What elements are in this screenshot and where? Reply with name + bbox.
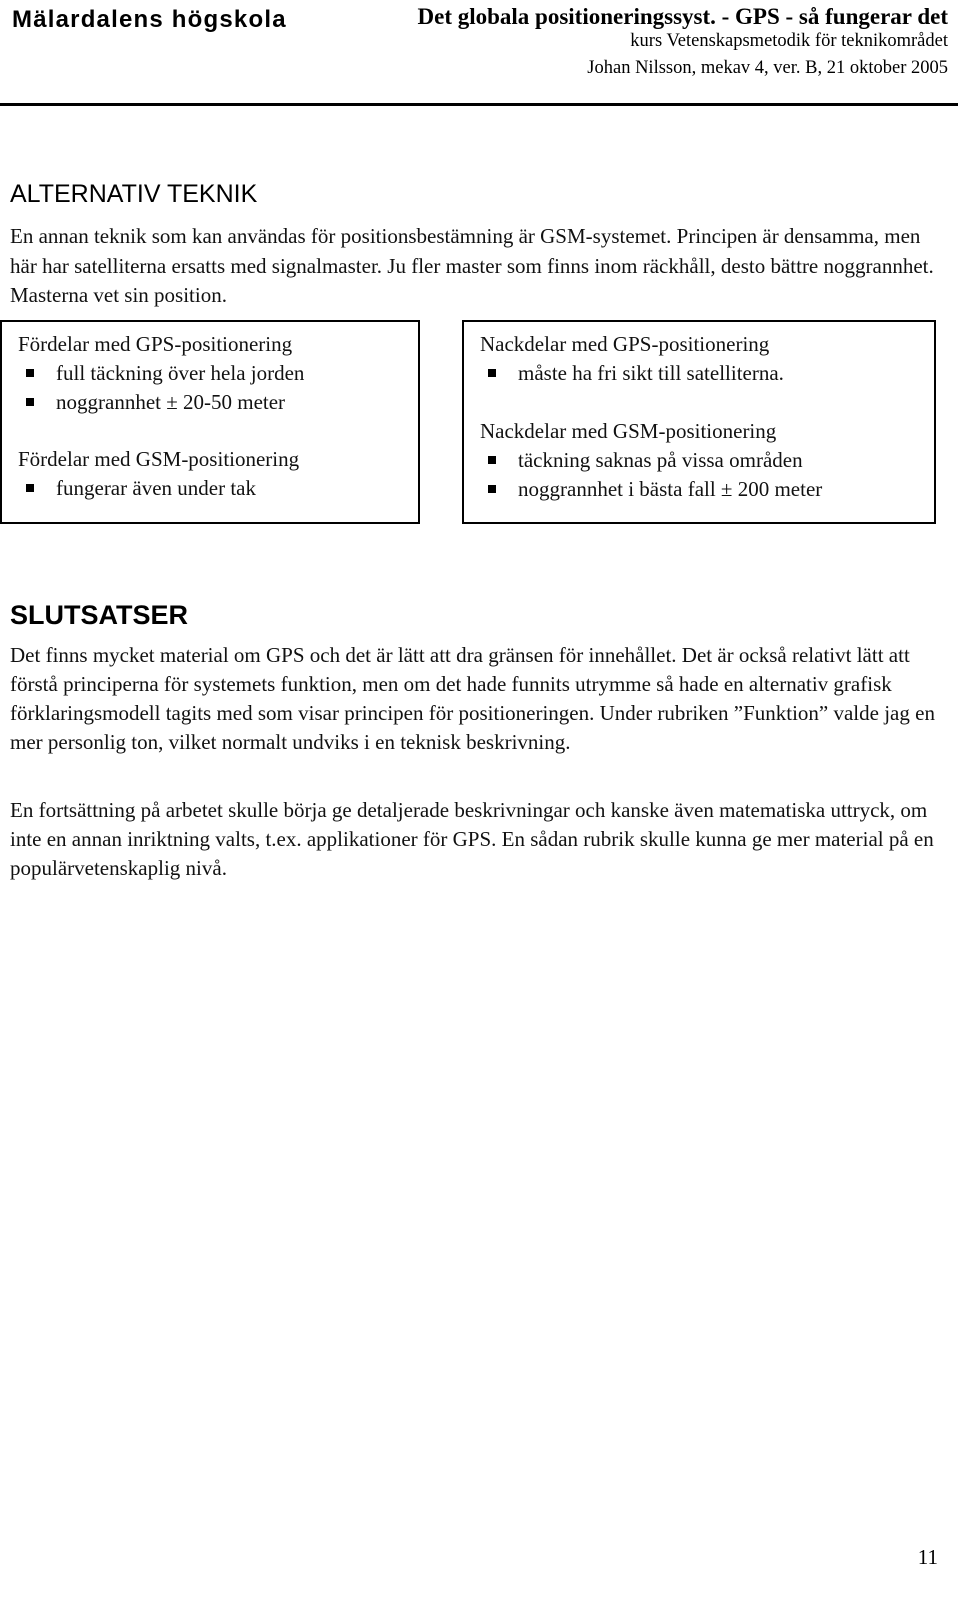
slutsatser-paragraph-1: Det finns mycket material om GPS och det är lätt att dra gränsen för innehållet. Det är också relativt lätt att förstå principerna för systemets funktion, men om det hade funnits utrymme så hade en alternativ grafisk förklaringsmodell tagits med som visar principen för positioneringen. Under rubriken ”Funktion” valde jag en mer personlig ton, vilket normalt undviks i en teknisk beskrivning. — [10, 643, 935, 754]
list-item: fungerar även under tak — [56, 476, 256, 501]
advantages-box — [0, 320, 420, 524]
disadvantages-box — [462, 320, 936, 524]
square-bullet-icon — [488, 369, 496, 377]
list-item: täckning saknas på vissa områden — [518, 448, 803, 473]
gsm-disadvantages-heading: Nackdelar med GSM-positionering — [480, 419, 777, 443]
page-number: 11 — [917, 1545, 938, 1569]
page-header — [0, 0, 958, 106]
list-item: noggrannhet i bästa fall ± 200 meter — [518, 477, 822, 502]
gps-disadvantages-heading: Nackdelar med GPS-positionering — [480, 332, 770, 356]
alternativ-paragraph: En annan teknik som kan användas för positionsbestämning är GSM-systemet. Principen är densamma, men här har satelliterna ersatts med signalmaster. Ju fler master som finns inom räckhåll, desto bättre noggrannhet. Masterna vet sin position. — [10, 224, 934, 307]
square-bullet-icon — [488, 456, 496, 464]
section-heading-alternativ: ALTERNATIV TEKNIK — [10, 180, 258, 208]
course-name: kurs Vetenskapsmetodik för teknikområdet — [630, 31, 948, 51]
slutsatser-paragraph-2: En fortsättning på arbetet skulle börja ge detaljerade beskrivningar och kanske även matematiska uttryck, om inte en annan inriktning valts, t.ex. applikationer för GPS. En sådan rubrik skulle kunna ge mer material på en populärvetenskaplig nivå. — [10, 798, 934, 880]
list-item: noggrannhet ± 20-50 meter — [56, 390, 285, 415]
list-item: måste ha fri sikt till satelliterna. — [518, 361, 784, 386]
square-bullet-icon — [26, 369, 34, 377]
section-heading-slutsatser: SLUTSATSER — [10, 600, 189, 630]
list-item: full täckning över hela jorden — [56, 361, 304, 386]
square-bullet-icon — [488, 485, 496, 493]
square-bullet-icon — [26, 398, 34, 406]
gsm-advantages-heading: Fördelar med GSM-positionering — [18, 447, 300, 471]
square-bullet-icon — [26, 484, 34, 492]
document-title: Det globala positioneringssyst. - GPS - så fungerar det — [417, 4, 948, 29]
gps-advantages-heading: Fördelar med GPS-positionering — [18, 332, 293, 356]
author-version-line: Johan Nilsson, mekav 4, ver. B, 21 oktober 2005 — [587, 58, 948, 78]
institution-name: Mälardalens högskola — [12, 6, 287, 33]
